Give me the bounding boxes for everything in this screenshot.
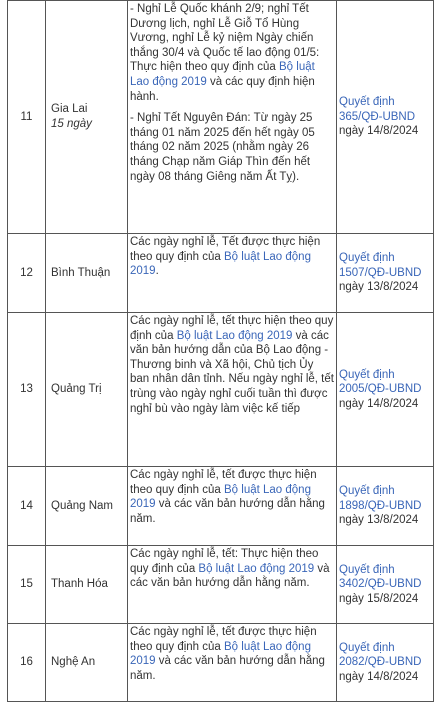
content-paragraph [130,111,334,184]
row-number: 12 [8,234,46,313]
content-text: . [155,265,159,278]
content-paragraph [130,314,334,416]
holiday-content [128,467,337,546]
holiday-days: 15 ngày [51,118,92,130]
province-cell [46,467,128,546]
content-text: và các quy định hiện hành. [130,75,315,103]
decision-date: ngày 15/8/2024 [339,592,419,605]
decision-date: ngày 14/8/2024 [339,397,419,410]
decision-cell [337,313,434,467]
law-link[interactable]: Bộ luật Lao động 2019 [130,61,315,88]
province-name: Thanh Hóa [51,578,108,591]
decision-date: ngày 13/8/2024 [339,514,419,527]
row-number: 15 [8,546,46,624]
province-cell [46,313,128,467]
row-number: 16 [8,624,46,702]
province-cell [46,234,128,313]
table-row [8,546,434,624]
province-name: Nghệ An [51,656,96,669]
law-link[interactable]: Bộ luật Lao động 2019 [130,250,311,278]
table-row [8,467,434,546]
table-row [8,1,434,234]
law-link[interactable]: Bộ luật Lao động 2019 [198,562,315,575]
content-text: - Nghỉ Lễ Quốc khánh 2/9; nghỉ Tết Dương lịch, nghỉ Lễ Giỗ Tổ Hùng Vương, nghỉ Lễ kỷ niệm Ngày chiến thắng 30/4 và Quốc tế lao động 01/5: Thực hiện theo quy định của [130,3,320,74]
content-text: - Nghỉ Tết Nguyên Đán: Từ ngày 25 tháng 01 năm 2025 đến hết ngày 05 tháng 02 năm 2025 (nhằm ngày 26 tháng Chạp năm Giáp Thìn đến hết ngày 08 tháng Giêng năm Ất Tỵ). [130,112,315,183]
province-cell [46,546,128,624]
table-row [8,313,434,467]
decision-cell [337,234,434,313]
decision-link[interactable]: Quyết định 2082/QĐ-UBND [339,641,422,669]
decision-link[interactable]: Quyết định 1898/QĐ-UBND [339,485,422,512]
province-cell [46,1,128,234]
holiday-content [128,313,337,467]
content-paragraph [130,547,334,591]
law-link[interactable]: Bộ luật Lao động 2019 [130,640,311,668]
content-text: Các ngày nghỉ lễ, tết: Thực hiện theo quy định của [130,548,319,575]
holiday-content [128,1,337,234]
row-number: 14 [8,467,46,546]
decision-link[interactable]: Quyết định 365/QĐ-UBND [339,96,416,123]
holiday-content [128,234,337,313]
decision-cell [337,546,434,624]
decision-link[interactable]: Quyết định 2005/QĐ-UBND [339,368,422,396]
content-text: và các văn bản hướng dẫn hằng năm. [130,498,325,525]
law-link[interactable]: Bộ luật Lao động 2019 [176,329,293,342]
decision-cell [337,1,434,234]
row-number: 11 [8,1,46,234]
content-text: Các ngày nghỉ lễ, tết được thực hiện theo quy định của [130,626,317,653]
decision-link[interactable]: Quyết định 1507/QĐ-UBND [339,252,422,279]
table-row [8,234,434,313]
content-paragraph [130,625,334,683]
decision-date: ngày 14/8/2024 [339,670,419,683]
decision-link[interactable]: Quyết định 3402/QĐ-UBND [339,563,422,591]
holiday-table [7,0,434,702]
content-text: và các văn bản hướng dẫn hằng năm. [130,655,325,682]
province-name: Gia Lai [51,103,88,116]
content-text: Các ngày nghỉ lễ, tết thực hiện theo quy định của [130,315,334,342]
content-paragraph [130,2,334,104]
province-name: Quảng Trị [51,383,102,396]
province-name: Quảng Nam [51,499,114,512]
content-text: và các văn bản hướng dẫn của Bộ Lao động - Thương binh và Xã hội, Chủ tịch Ủy ban nhân dân tỉnh. Nếu ngày nghỉ lễ, tết trùng vào ngày nghỉ cuối tuần thì được nghỉ bù vào ngày làm việc kế tiếp [130,329,334,415]
row-number: 13 [8,313,46,467]
decision-cell [337,467,434,546]
content-paragraph [130,468,334,526]
decision-date: ngày 14/8/2024 [339,125,419,138]
province-name: Bình Thuận [51,266,111,279]
content-text: Các ngày nghỉ lễ, Tết được thực hiện theo quy định của [130,236,321,263]
holiday-content [128,546,337,624]
content-text: và các văn bản hướng dẫn hằng năm. [130,562,330,590]
decision-date: ngày 13/8/2024 [339,281,419,294]
law-link[interactable]: Bộ luật Lao động 2019 [130,483,311,511]
content-text: Các ngày nghỉ lễ, tết được thực hiện theo quy định của [130,469,317,496]
content-paragraph [130,235,334,279]
